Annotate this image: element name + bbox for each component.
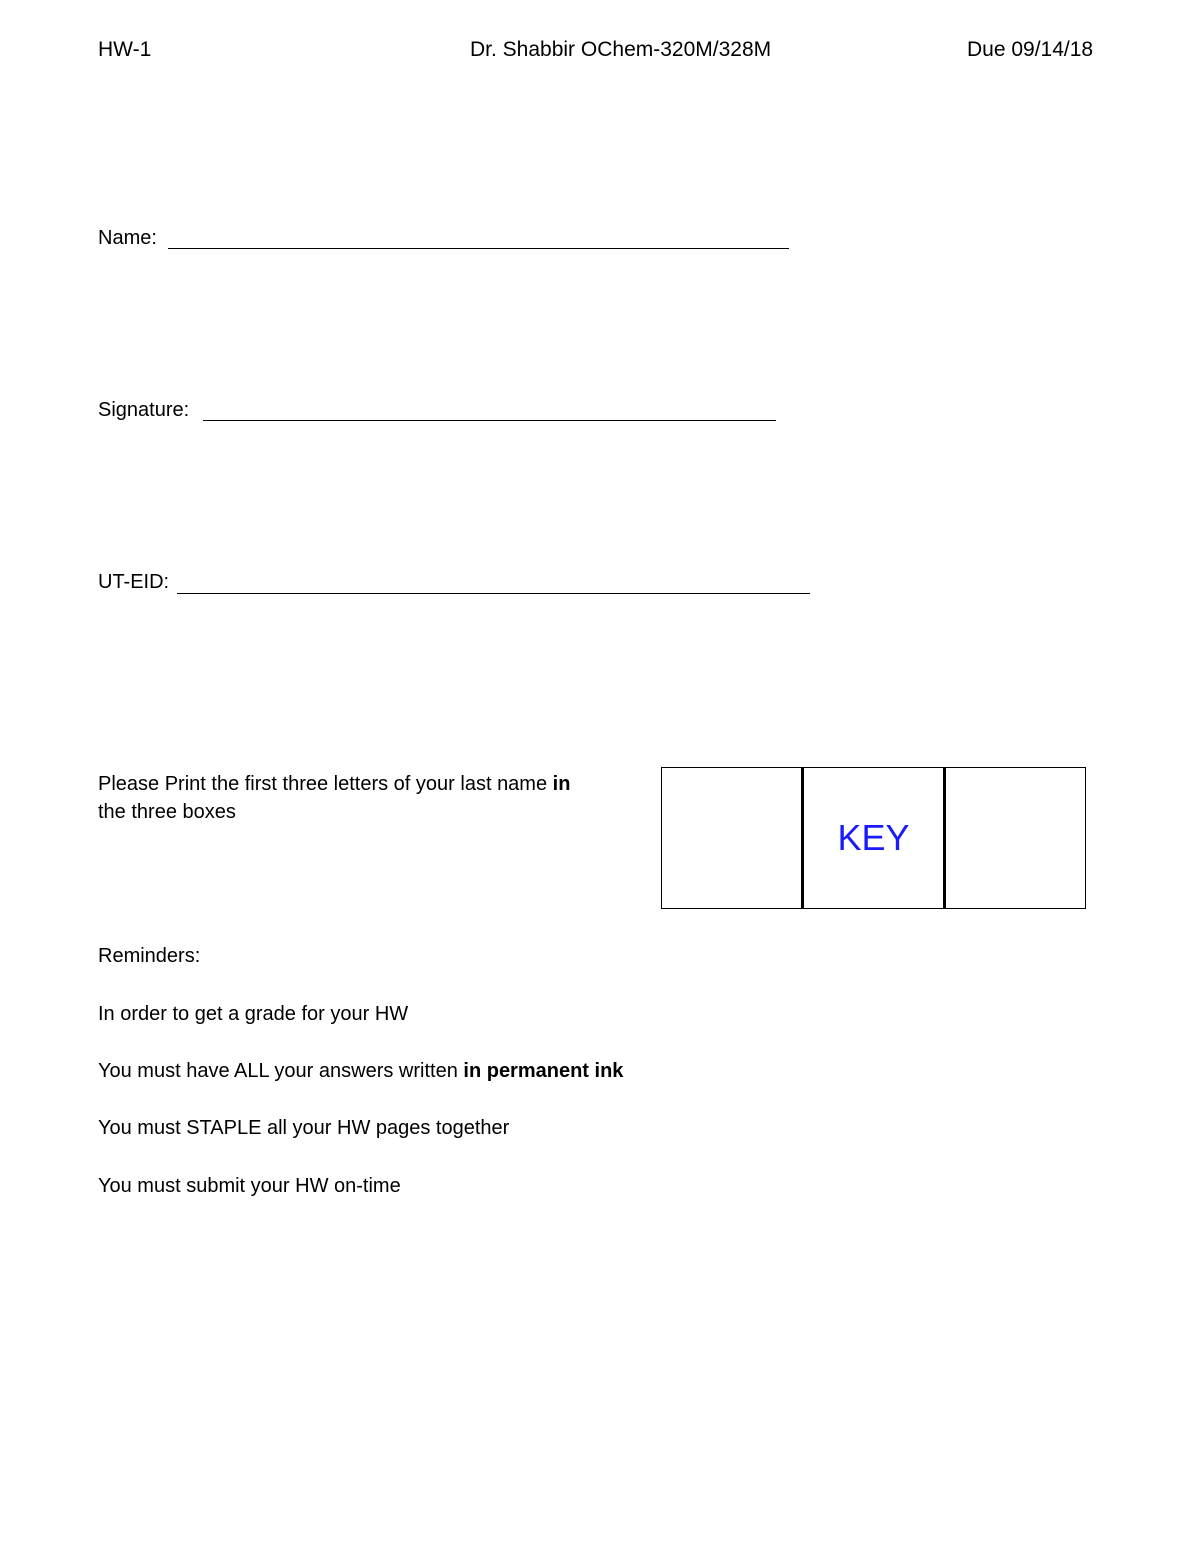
- reminder-staple: You must STAPLE all your HW pages together: [98, 1117, 510, 1139]
- reminder-grade: In order to get a grade for your HW: [98, 1003, 409, 1025]
- header-course-title: Dr. Shabbir OChem-320M/328M: [470, 38, 772, 61]
- name-label: Name:: [98, 227, 157, 249]
- reminder-on-time: You must submit your HW on-time: [98, 1175, 401, 1197]
- uteid-line[interactable]: [177, 593, 810, 594]
- uteid-label: UT-EID:: [98, 571, 170, 593]
- instructions-text: Please Print the first three letters of your last name: [98, 773, 553, 795]
- signature-label: Signature:: [98, 399, 190, 421]
- letter-boxes: [661, 767, 1086, 909]
- header-hw-number: HW-1: [98, 38, 152, 61]
- signature-line[interactable]: [203, 420, 776, 421]
- reminder-ink-text: You must have ALL your answers written: [98, 1060, 464, 1082]
- reminder-ink: [98, 1060, 623, 1083]
- reminder-ink-emphasis: in permanent ink: [463, 1060, 624, 1082]
- reminders-title: Reminders:: [98, 945, 201, 967]
- instructions-line-2: the three boxes: [98, 801, 236, 823]
- name-line[interactable]: [168, 248, 789, 249]
- header-due-date: Due 09/14/18: [967, 38, 1094, 61]
- letter-box-3[interactable]: [943, 768, 1085, 908]
- instructions-line-1: [98, 773, 570, 796]
- letter-box-2[interactable]: KEY: [801, 768, 943, 908]
- letter-box-1[interactable]: [662, 768, 801, 908]
- instructions-in: in: [552, 773, 571, 795]
